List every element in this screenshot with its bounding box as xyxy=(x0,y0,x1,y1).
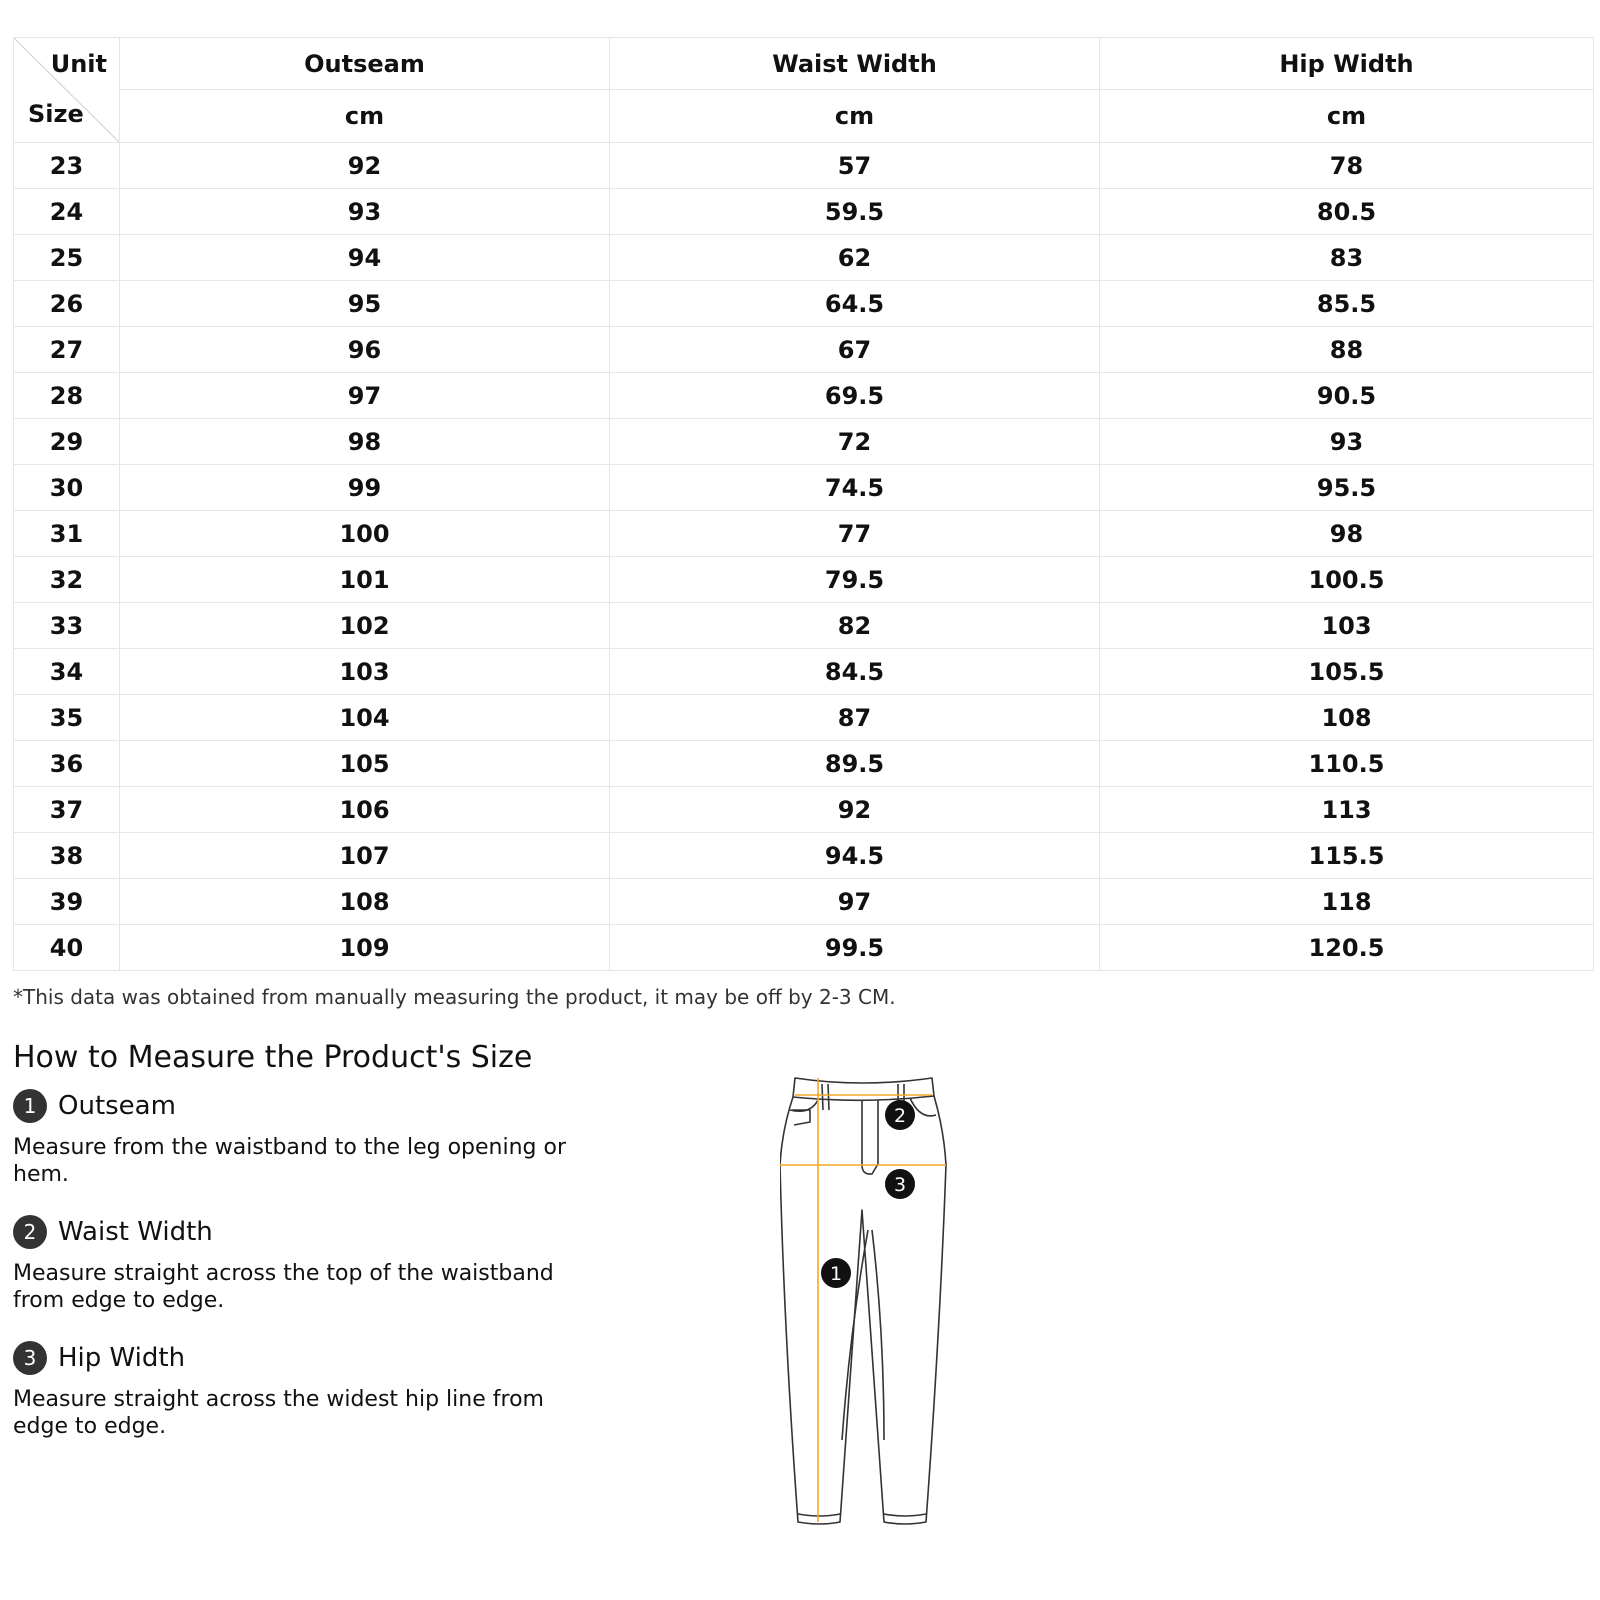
waist-width-cell: 84.5 xyxy=(610,649,1100,695)
outseam-cell: 100 xyxy=(120,511,610,557)
waist-width-cell: 99.5 xyxy=(610,925,1100,971)
pants-outline xyxy=(780,1078,946,1524)
hip-width-cell: 115.5 xyxy=(1100,833,1594,879)
size-cell: 24 xyxy=(14,189,120,235)
waist-width-cell: 89.5 xyxy=(610,741,1100,787)
waist-width-cell: 77 xyxy=(610,511,1100,557)
hip-width-cell: 120.5 xyxy=(1100,925,1594,971)
size-cell: 32 xyxy=(14,557,120,603)
outseam-cell: 93 xyxy=(120,189,610,235)
size-cell: 31 xyxy=(14,511,120,557)
hip-width-cell: 78 xyxy=(1100,143,1594,189)
unit-cell: cm xyxy=(120,90,610,143)
hip-width-cell: 93 xyxy=(1100,419,1594,465)
hip-width-cell: 85.5 xyxy=(1100,281,1594,327)
step-label: Waist Width xyxy=(58,1217,213,1247)
outseam-cell: 97 xyxy=(120,373,610,419)
waist-width-cell: 62 xyxy=(610,235,1100,281)
howto-title: How to Measure the Product's Size xyxy=(13,1040,533,1075)
waist-width-cell: 92 xyxy=(610,787,1100,833)
outseam-cell: 94 xyxy=(120,235,610,281)
hip-width-cell: 118 xyxy=(1100,879,1594,925)
hip-width-cell: 110.5 xyxy=(1100,741,1594,787)
marker-1 xyxy=(821,1258,851,1288)
table-row xyxy=(14,741,1594,787)
table-row xyxy=(14,373,1594,419)
hip-width-cell: 103 xyxy=(1100,603,1594,649)
table-row xyxy=(14,925,1594,971)
hip-width-cell: 98 xyxy=(1100,511,1594,557)
unit-row xyxy=(14,90,1594,143)
outseam-cell: 98 xyxy=(120,419,610,465)
waist-width-cell: 57 xyxy=(610,143,1100,189)
step-number-badge: 1 xyxy=(13,1089,47,1123)
column-header-hip-width: Hip Width xyxy=(1100,38,1594,90)
corner-cell xyxy=(14,38,120,143)
outseam-cell: 109 xyxy=(120,925,610,971)
step-number-badge: 3 xyxy=(13,1341,47,1375)
waist-width-cell: 64.5 xyxy=(610,281,1100,327)
step-outseam xyxy=(13,1088,573,1188)
size-cell: 38 xyxy=(14,833,120,879)
waist-width-cell: 72 xyxy=(610,419,1100,465)
outseam-cell: 96 xyxy=(120,327,610,373)
outseam-cell: 99 xyxy=(120,465,610,511)
table-row xyxy=(14,833,1594,879)
size-cell: 36 xyxy=(14,741,120,787)
waist-width-cell: 94.5 xyxy=(610,833,1100,879)
size-cell: 35 xyxy=(14,695,120,741)
table-row xyxy=(14,189,1594,235)
hip-width-cell: 90.5 xyxy=(1100,373,1594,419)
column-header-outseam: Outseam xyxy=(120,38,610,90)
unit-cell: cm xyxy=(610,90,1100,143)
size-cell: 27 xyxy=(14,327,120,373)
table-row xyxy=(14,787,1594,833)
unit-cell: cm xyxy=(1100,90,1594,143)
size-cell: 28 xyxy=(14,373,120,419)
size-cell: 39 xyxy=(14,879,120,925)
outseam-cell: 105 xyxy=(120,741,610,787)
waist-width-cell: 69.5 xyxy=(610,373,1100,419)
size-chart-table xyxy=(13,37,1594,971)
table-row xyxy=(14,511,1594,557)
hip-width-cell: 105.5 xyxy=(1100,649,1594,695)
marker-3-label: 3 xyxy=(893,1174,907,1196)
marker-1-label: 1 xyxy=(829,1263,843,1285)
size-cell: 29 xyxy=(14,419,120,465)
step-number-badge: 2 xyxy=(13,1215,47,1249)
column-header-waist-width: Waist Width xyxy=(610,38,1100,90)
size-cell: 34 xyxy=(14,649,120,695)
table-row xyxy=(14,281,1594,327)
step-waist-width xyxy=(13,1214,573,1314)
header-row xyxy=(14,38,1594,90)
measurement-note: *This data was obtained from manually measuring the product, it may be off by 2-3 CM. xyxy=(13,985,896,1009)
waist-width-cell: 97 xyxy=(610,879,1100,925)
step-description: Measure straight across the widest hip line from edge to edge. xyxy=(13,1387,544,1439)
table-row xyxy=(14,235,1594,281)
table-row xyxy=(14,649,1594,695)
table-row xyxy=(14,143,1594,189)
step-label: Hip Width xyxy=(58,1343,186,1373)
step-description: Measure straight across the top of the waistband from edge to edge. xyxy=(13,1261,554,1313)
outseam-cell: 101 xyxy=(120,557,610,603)
hip-width-cell: 113 xyxy=(1100,787,1594,833)
waist-width-cell: 82 xyxy=(610,603,1100,649)
waist-width-cell: 59.5 xyxy=(610,189,1100,235)
step-hip-width xyxy=(13,1340,573,1440)
outseam-cell: 103 xyxy=(120,649,610,695)
waist-width-cell: 79.5 xyxy=(610,557,1100,603)
table-row xyxy=(14,327,1594,373)
table-row xyxy=(14,465,1594,511)
hip-width-cell: 108 xyxy=(1100,695,1594,741)
outseam-cell: 106 xyxy=(120,787,610,833)
measurement-lines xyxy=(780,1078,946,1522)
size-cell: 33 xyxy=(14,603,120,649)
hip-width-cell: 100.5 xyxy=(1100,557,1594,603)
outseam-cell: 107 xyxy=(120,833,610,879)
size-cell: 40 xyxy=(14,925,120,971)
size-cell: 23 xyxy=(14,143,120,189)
marker-2 xyxy=(885,1100,915,1130)
size-cell: 30 xyxy=(14,465,120,511)
table-row xyxy=(14,557,1594,603)
step-label: Outseam xyxy=(58,1091,176,1121)
outseam-cell: 92 xyxy=(120,143,610,189)
table-row xyxy=(14,695,1594,741)
outseam-cell: 102 xyxy=(120,603,610,649)
hip-width-cell: 95.5 xyxy=(1100,465,1594,511)
waist-width-cell: 67 xyxy=(610,327,1100,373)
outseam-cell: 108 xyxy=(120,879,610,925)
pants-illustration-icon xyxy=(780,1070,980,1540)
waist-width-cell: 74.5 xyxy=(610,465,1100,511)
corner-size-label: Size xyxy=(28,100,84,128)
table-row xyxy=(14,879,1594,925)
hip-width-cell: 80.5 xyxy=(1100,189,1594,235)
marker-3 xyxy=(885,1169,915,1199)
hip-width-cell: 88 xyxy=(1100,327,1594,373)
size-cell: 26 xyxy=(14,281,120,327)
outseam-cell: 104 xyxy=(120,695,610,741)
table-row xyxy=(14,419,1594,465)
size-cell: 37 xyxy=(14,787,120,833)
marker-2-label: 2 xyxy=(893,1105,907,1127)
step-description: Measure from the waistband to the leg opening or hem. xyxy=(13,1135,567,1187)
hip-width-cell: 83 xyxy=(1100,235,1594,281)
waist-width-cell: 87 xyxy=(610,695,1100,741)
table-row xyxy=(14,603,1594,649)
outseam-cell: 95 xyxy=(120,281,610,327)
size-cell: 25 xyxy=(14,235,120,281)
corner-unit-label: Unit xyxy=(50,50,107,78)
